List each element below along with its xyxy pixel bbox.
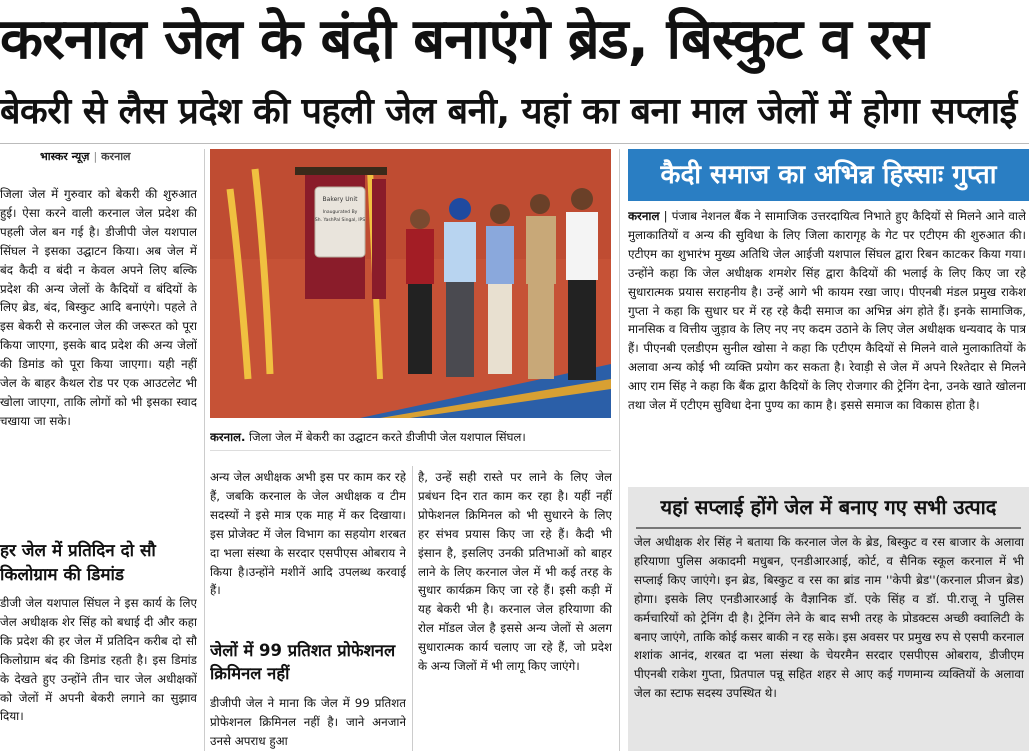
side-story-1-title: कैदी समाज का अभिन्न हिस्साः गुप्ता (628, 149, 1029, 201)
person-5 (566, 188, 598, 380)
person-4 (526, 194, 556, 379)
side-story-2-box (628, 487, 1029, 751)
person-2 (444, 198, 476, 377)
main-story-column-1: जिला जेल में गुरुवार को बेकरी की शुरुआत हुई। ऐसा करने वाली करनाल जेल प्रदेश की पहली जेल बन गई है। डीजीपी जेल यशपाल सिंघल ने इसका उद्घाटन किया। अब जेल में बंद कैदी व बंदी न केवल अपने लिए बल्कि प्रदेश की अन्य जेलों के कैदियों व बंदियों के लिए ब्रेड, बंद, बिस्कुट आदि बनाएंगे। पहले ते इस बेकरी से करनाल जेल की जरूरत को पूरा किया जाएगा, इसके बाद प्रदेश की अन्य जेलों की डिमांड को पूरा किया जाएगा। यही नहीं जेल के बाहर कैथल रोड पर एक आउटलेट भी खोला जाएगा, ताकि लोगों को भी इसका स्वाद चखाया जा सके। (0, 187, 197, 428)
main-story-subhead-1: हर जेल में प्रतिदिन दो सौ किलोग्राम की डिमांड (0, 541, 156, 585)
main-story-column-1b: डीजी जेल यशपाल सिंघल ने इस कार्य के लिए जेल अधीक्षक शेर सिंह को बधाई दी और कहा कि प्रदेश की हर जेल में प्रतिदिन करीब दो सौ किलोग्राम बंद की डिमांड रहती है। इस डिमांड के देखते हुए उन्होंने तीन चार जेल अधीक्षकों को जेलों में अपनी बेकरी लगाने का सुझाव दिया। (0, 596, 197, 724)
photo-caption (210, 424, 611, 451)
dateline-city: करनाल (101, 150, 131, 163)
main-story-column-2: अन्य जेल अधीक्षक अभी इस पर काम कर रहे हैं, जबकि करनाल के जेल अधीक्षक व टीम सदस्यों ने इसे मात्र एक माह में कर दिखाया। इस प्रोजेक्ट में जेल विभाग का सहयोग शरबत दा भला संस्था के सरदार एसपीएस ओबराय ने किया है।उन्होंने मशीनें आदि उपलब्ध करवाई हैं। (210, 470, 406, 598)
dateline (40, 149, 205, 167)
caption-text: जिला जेल में बेकरी का उद्घाटन करते डीजीपी जेल यशपाल सिंघल। (249, 430, 526, 444)
column-divider (204, 149, 205, 751)
inauguration-photo (210, 149, 611, 418)
side-story-1-body: करनाल | पंजाब नेशनल बैंक ने सामाजिक उत्तरदायित्व निभाते हुए कैदियों से मिलने आने वाले मुलाकातियों व अन्य की सुविधा के लिए जिला कारागृह के गेट पर एटीएम की शुरुआत की। एटीएम का शुभारंभ मुख्य अतिथि जेल आईजी यशपाल सिंघल द्वारा रिबन काटकर किया गया। उन्होंने कहा कि जेल अधीक्षक शमशेर सिंह द्वारा कैदियों की भलाई के लिए किए जा रहे सुधारात्मक प्रयास सराहनीय है। उन्हें आगे भी कायम रखा जाए। पीएनबी मंडल प्रमुख राकेश गुप्ता ने कहा कि सुधार घर में रह रहे कैदी समाज का अभिन्न अंग होते हैं। इनके सामाजिक, मानसिक व वित्तीय जुड़ाव के लिए नए नए कदम उठाने के लिए जेल अधीक्षक धन्यवाद के पात्र हैं। पीएनबी एलडीएम सुनील खोसा ने कहा कि एटीएम कैदियों से मिलने वाले मुलाकातियों के अलावा अन्य कोई भी व्यक्ति प्रयोग कर सकता है। रेवाड़ी से जेल में अपने रिश्तेदार से मिलने आए राम सिंह ने कहा कि बैंक द्वारा कैदियों के लिए रोजगार की ट्रेनिंग देना, उनके खाते खोलना तथा जेल में एटीएम सुविधा देना पुण्य का काम है। इससे समाज का विकास होता है। (628, 209, 1026, 413)
plaque-line-1: Inaugurated By (322, 210, 358, 215)
section-divider (619, 149, 620, 751)
main-story-column-2b: डीजीपी जेल ने माना कि जेल में 99 प्रतिशत प्रोफेशनल क्रिमिनल नहीं है। जाने अनजाने उनसे अपराध हुआ (210, 696, 406, 748)
header-rule (0, 143, 1029, 144)
caption-city: करनाल. (210, 430, 246, 444)
side-story-2-rule (636, 527, 1021, 529)
plaque-line-2: Sh. YashPal Singal, IPS (314, 218, 366, 223)
subheadline: बेकरी से लैस प्रदेश की पहली जेल बनी, यहां का बना माल जेलों में होगा सप्लाई (0, 91, 1017, 132)
dateline-separator: | (93, 150, 98, 163)
side-story-1-text: पंजाब नेशनल बैंक ने सामाजिक उत्तरदायित्व निभाते हुए कैदियों से मिलने आने वाले मुलाकातियों व अन्य की सुविधा के लिए जिला कारागृह के गेट पर एटीएम की शुरुआत की। एटीएम का शुभारंभ मुख्य अतिथि जेल आईजी यशपाल सिंघल द्वारा रिबन काटकर किया गया। उन्होंने कहा कि जेल अधीक्षक शमशेर सिंह द्वारा कैदियों की भलाई के लिए किए जा रहे सुधारात्मक प्रयास सराहनीय है। उन्हें आगे भी कायम रखा जाए। पीएनबी मंडल प्रमुख राकेश गुप्ता ने कहा कि सुधार घर में रह रहे कैदी समाज का अभिन्न अंग होते हैं। इनके सामाजिक, मानसिक व वित्तीय जुड़ाव के लिए नए नए कदम उठाने के लिए जेल अधीक्षक धन्यवाद के पात्र हैं। पीएनबी एलडीएम सुनील खोसा ने कहा कि एटीएम कैदियों से मिलने वाले मुलाकातियों के अलावा अन्य कोई भी व्यक्ति प्रयोग कर सकता है। रेवाड़ी से जेल में अपने रिश्तेदार से मिलने आए राम सिंह ने कहा कि बैंक द्वारा कैदियों के लिए रोजगार की ट्रेनिंग देना, उनके खाते खोलना तथा जेल में एटीएम सुविधा देना पुण्य का काम है। इससे समाज का विकास होता है। (628, 209, 1026, 413)
column-divider (412, 466, 413, 751)
main-story-column-3: है, उन्हें सही रास्ते पर लाने के लिए जेल प्रबंधन दिन रात काम कर रहा है। यहीं नहीं प्रोफेशनल क्रिमिनल को भी सुधारने के लिए हर संभव प्रयास किए जा रहे हैं। कैदी भी इंसान है, इसलिए उनकी प्रतिभाओं को बाहर लाने के लिए करनाल जेल में भी कई तरह के सुधार कार्यक्रम किए जा रहे हैं। इसी कड़ी में यह बेकरी भी है। करनाल जेल हरियाणा की रोल मॉडल जेल है इससे अन्य जेलों से अलग सुधारात्मक कार्य चलाए जा रहे हैं, जो प्रदेश के अन्य जिलों में भी लागू किए जाएंगे। (418, 470, 612, 674)
dateline-agency: भास्कर न्यूज़ (40, 150, 90, 163)
side-story-2-title: यहां सप्लाई होंगे जेल में बनाए गए सभी उत्पाद (660, 495, 997, 519)
person-1 (406, 209, 434, 374)
side-story-2-body: जेल अधीक्षक शेर सिंह ने बताया कि करनाल जेल के ब्रेड, बिस्कुट व रस बाजार के अलावा हरियाणा पुलिस अकादमी मधुबन, एनडीआरआई, कोर्ट, व सैनिक स्कूल करनाल में भी सप्लाई किए जाएंगे। इन ब्रेड, बिस्कुट व रस का ब्रांड नाम ''केपी ब्रेड''(करनाल प्रीजन ब्रेड) होगा। इसके लिए एनडीआरआई के वैज्ञानिक डॉ. एके सिंह व डॉ. पी.राजू ने पुलिस कर्मचारियों को ट्रेनिंग दी है। ट्रेनिंग लेने के बाद सभी तरह के प्रोडक्टस अच्छी क्वालिटी के बनाए जाएंगे, ताकि कोई कसर बाकी न रह सके। इस अवसर पर प्रमुख रुप से एसपी करनाल शशांक आनंद, शरबत दा भला संस्था के चेयरमैन सरदार एसपीएस ओबराय, डीजीएम पीएनबी राकेश गुप्ता, प्रितपाल पन्नू सहित शहर से आए कई गणमान्य व्यक्तियों के अलावा जेल का स्टाफ सदस्य उपस्थित थे। (634, 535, 1024, 701)
headline: करनाल जेल के बंदी बनाएंगे ब्रेड, बिस्कुट व रस (0, 7, 928, 72)
main-story-subhead-2: जेलों में 99 प्रतिशत प्रोफेशनल क्रिमिनल नहीं (210, 641, 396, 683)
person-3 (486, 204, 514, 374)
side-story-1-city: करनाल (628, 209, 660, 223)
plaque-title: Bakery Unit (322, 196, 358, 203)
